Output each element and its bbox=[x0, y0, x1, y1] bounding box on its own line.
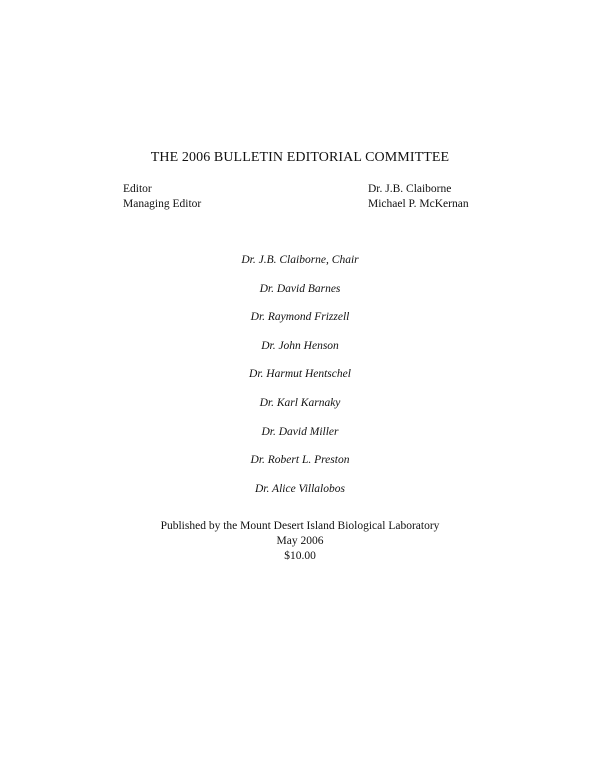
role-row-managing-editor bbox=[123, 197, 483, 212]
price: $10.00 bbox=[284, 550, 316, 562]
role-person: Michael P. McKernan bbox=[368, 198, 469, 210]
editor-roles bbox=[123, 182, 483, 212]
committee-member: Dr. Harmut Hentschel bbox=[249, 368, 351, 381]
role-label: Editor bbox=[123, 183, 152, 195]
committee-member: Dr. Alice Villalobos bbox=[255, 482, 345, 495]
committee-member: Dr. J.B. Claiborne, Chair bbox=[241, 254, 359, 266]
committee-member: Dr. John Henson bbox=[261, 339, 339, 352]
committee-member: Dr. David Miller bbox=[261, 425, 339, 438]
role-label: Managing Editor bbox=[123, 198, 202, 210]
publisher-line: Published by the Mount Desert Island Biological Laboratory bbox=[160, 520, 440, 532]
publisher-info bbox=[0, 519, 600, 564]
page-title: THE 2006 BULLETIN EDITORIAL COMMITTEE bbox=[150, 150, 450, 165]
committee-member: Dr. Karl Karnaky bbox=[259, 396, 341, 409]
role-row-editor bbox=[123, 182, 483, 197]
committee-member: Dr. Robert L. Preston bbox=[250, 454, 350, 467]
committee-members-list bbox=[0, 253, 600, 510]
committee-member: Dr. David Barnes bbox=[259, 282, 341, 295]
role-person: Dr. J.B. Claiborne bbox=[368, 183, 452, 195]
publication-date: May 2006 bbox=[276, 535, 324, 547]
committee-member: Dr. Raymond Frizzell bbox=[250, 311, 350, 324]
